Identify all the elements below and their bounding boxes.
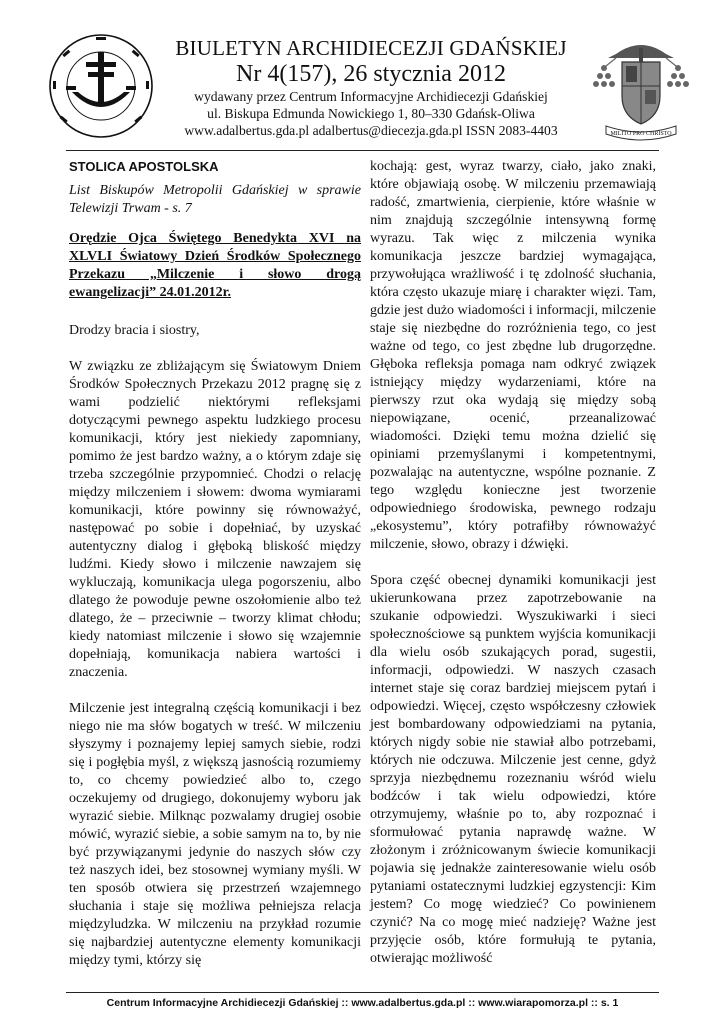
contact-line: www.adalbertus.gda.pl adalbertus@diecezja.gda.pl ISSN 2083-4403 [184,123,558,138]
article-heading: Orędzie Ojca Świętego Benedykta XVI na XLVLI Światowy Dzień Środków Społecznego Przekazu „Milczenie i słowo drogą ewangelizacji” 24.01.2012r. [69,231,361,300]
paragraph: W związku ze zbliżającym się Światowym Dniem Środków Społecznych Przekazu 2012 pragnę się z wami podzielić niektórymi refleksjami dotyczącymi pewnego aspektu ludzkiego procesu komunikacji, który jest niekiedy zapomniany, pomimo że jest bardzo ważny, a o którym zdaje się trzeba szczególnie przypomnieć. Chodzi o relację między milczeniem i słowem: dwoma wymiarami komunikacji, które powinny się równoważyć, następować po sobie i dopełniać, by uzyskać autentyczny dialog i głęboką bliskość między ludźmi. Kiedy słowo i milczenie nawzajem się wykluczają, komunikacja ulega pogorszeniu, albo dlatego że powoduje pewne oszołomienie albo też dlatego, że – przeciwnie – tworzy klimat chłodu; kiedy natomiast milczenie i słowo się wzajemnie dopełniają, komunikacja nabiera wartości i znaczenia. [69,359,361,680]
bulletin-header [36,30,696,148]
crest-motto: MILITO PRO CHRISTO [610,131,672,137]
left-column [69,158,361,970]
bulletin-title: BIULETYN ARCHIDIECEZJI GDAŃSKIEJ [175,36,567,60]
address-line: ul. Biskupa Edmunda Nowickiego 1, 80–330 Gdańsk-Oliwa [207,106,535,121]
paragraph: Spora część obecnej dynamiki komunikacji jest ukierunkowana przez zapotrzebowanie na szukanie odpowiedzi. Wyszukiwarki i sieci społecznościowe są punktem wyjścia komunikacji dla wielu osób szukających porad, sugestii, informacji, odpowiedzi. W naszych czasach internet staje się coraz bardziej miejscem pytań i odpowiedzi. Więcej, często współczesny człowiek jest bombardowany odpowiedziami na pytania, których nigdy sobie nie stawiał albo potrzebami, których nie odczuwa. Milczenie jest cenne, gdyż sprzyja niezbędnemu rozeznaniu wśród wielu bodźców i tak wielu odpowiedzi, które otrzymujemy, właśnie po to, aby rozpoznać i sformułować pytania naprawdę ważne. W złożonym i zróżnicowanym świecie komunikacji pojawia się jednakże zainteresowanie wielu osób pytaniami ostatecznymi ludzkiej egzystencji: Kim jestem? Co mogę wiedzieć? Co powinienem czynić? Na co mogę mieć nadzieję? Ważne jest przyjęcie osób, które formułują te pytania, otwierając możliwość [370,573,656,966]
paragraph: Milczenie jest integralną częścią komunikacji i bez niego nie ma słów bogatych w treść. W milczeniu słyszymy i poznajemy lepiej samych siebie, rodzi się i pogłębia myśl, z większą jasnością rozumiemy to, co chcemy powiedzieć albo to, czego oczekujemy od drugiego, dokonujemy wyboru jak wyrazić siebie. Milknąc pozwalamy drugiej osobie mówić, wyrazić siebie, a sobie samym na to, by nie być przywiązanymi jedynie do naszych słów czy też naszych idei, bez stosownej wymiany myśli. W ten sposób otwiera się przestrzeń wzajemnego słuchania i staje się możliwa pełniejsza relacja międzyludzka. W milczeniu na przykład rozumie się najbardziej autentyczne elementy komunikacji między tymi, którzy się [69,701,361,968]
right-column [370,158,656,968]
section-title: STOLICA APOSTOLSKA [69,159,219,174]
bishop-coat-of-arms [586,34,696,144]
page-footer: Centrum Informacyjne Archidiecezji Gdańskiej :: www.adalbertus.gda.pl :: www.wiarapomorza.pl :: s. 1 [106,997,619,1009]
publisher-line: wydawany przez Centrum Informacyjne Archidiecezji Gdańskiej [194,89,548,104]
masthead [161,36,581,139]
footer-divider [66,992,659,993]
greeting: Drodzy bracia i siostry, [69,323,200,338]
issue-number: Nr 4(157), 26 stycznia 2012 [236,61,506,87]
intro-note: List Biskupów Metropolii Gdańskiej w sprawie Telewizji Trwam - s. 7 [69,183,361,216]
centrum-informacyjne-logo [36,30,166,142]
paragraph: kochają: gest, wyraz twarzy, ciało, jako znaki, które objawiają osobę. W milczeniu przemawiają radość, zmartwienia, cierpienie, które właśnie w nim znajdują szczególnie intensywną formę wyrazu. Tak więc z milczenia wynika komunikacja jeszcze bardziej wymagająca, przywołująca wrażliwość i tę zdolność słuchania, która często ukazuje miarę i charakter więzi. Tam, gdzie jest dużo wiadomości i informacji, milczenie staje się niezbędne do rozróżnienia tego, co jest ważne od tego, co jest zbędne lub drugorzędne. Głęboka refleksja pomaga nam odkryć związek istniejący między wydarzeniami, które na pierwszy rzut oka wydają się między sobą niepowiązane, ocenić, przeanalizować wiadomości. Dzięki temu można dzielić się opiniami przemyślanymi i kompetentnymi, pozwalając na autentyczne, wspólne poznanie. Z tego względu konieczne jest tworzenie odpowiedniego środowiska, pewnego rodzaju „ekosystemu”, który potrafiłby równoważyć milczenie, słowo, obrazy i dźwięki. [370,159,656,552]
header-divider [66,150,659,151]
